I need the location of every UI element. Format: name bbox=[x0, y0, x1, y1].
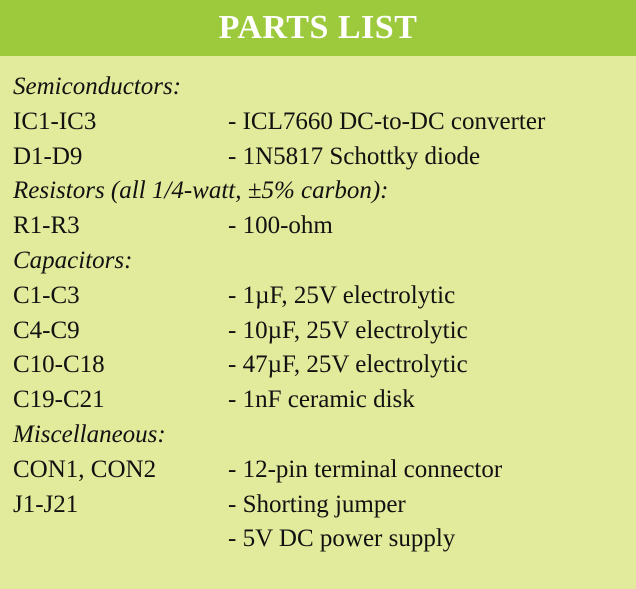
part-reference: J1-J21 bbox=[13, 490, 79, 518]
part-row bbox=[13, 279, 633, 314]
section-heading: Miscellaneous: bbox=[13, 420, 166, 448]
part-description: - 1µF, 25V electrolytic bbox=[228, 281, 456, 309]
part-row bbox=[13, 488, 633, 523]
part-reference: D1-D9 bbox=[13, 142, 83, 170]
part-reference: R1-R3 bbox=[13, 212, 80, 240]
part-description: - 100-ohm bbox=[228, 212, 333, 240]
part-row bbox=[13, 314, 633, 349]
part-reference: C4-C9 bbox=[13, 316, 80, 344]
part-row bbox=[13, 522, 633, 557]
part-description: - 12-pin terminal connector bbox=[228, 455, 503, 483]
part-row bbox=[13, 453, 633, 488]
part-description: - 10µF, 25V electrolytic bbox=[228, 316, 468, 344]
part-reference: C1-C3 bbox=[13, 281, 80, 309]
section-heading: Capacitors: bbox=[13, 246, 133, 274]
part-description: - 1nF ceramic disk bbox=[228, 386, 415, 414]
part-description: - 47µF, 25V electrolytic bbox=[228, 351, 468, 379]
part-row bbox=[13, 383, 633, 418]
part-reference: C10-C18 bbox=[13, 351, 105, 379]
part-description: - 5V DC power supply bbox=[228, 525, 456, 553]
part-description: - Shorting jumper bbox=[228, 490, 406, 518]
part-description: - 1N5817 Schottky diode bbox=[228, 142, 481, 170]
part-row bbox=[13, 140, 633, 175]
part-row bbox=[13, 105, 633, 140]
part-reference: C19-C21 bbox=[13, 386, 105, 414]
part-row bbox=[13, 348, 633, 383]
parts-list-title: PARTS LIST bbox=[0, 0, 636, 56]
part-row bbox=[13, 209, 633, 244]
section-heading: Resistors (all 1/4-watt, ±5% carbon): bbox=[13, 177, 389, 205]
part-reference: IC1-IC3 bbox=[13, 107, 97, 135]
part-reference: CON1, CON2 bbox=[13, 455, 157, 483]
part-description: - ICL7660 DC-to-DC converter bbox=[228, 107, 546, 135]
parts-list bbox=[13, 70, 633, 557]
section-heading: Semiconductors: bbox=[13, 73, 182, 100]
